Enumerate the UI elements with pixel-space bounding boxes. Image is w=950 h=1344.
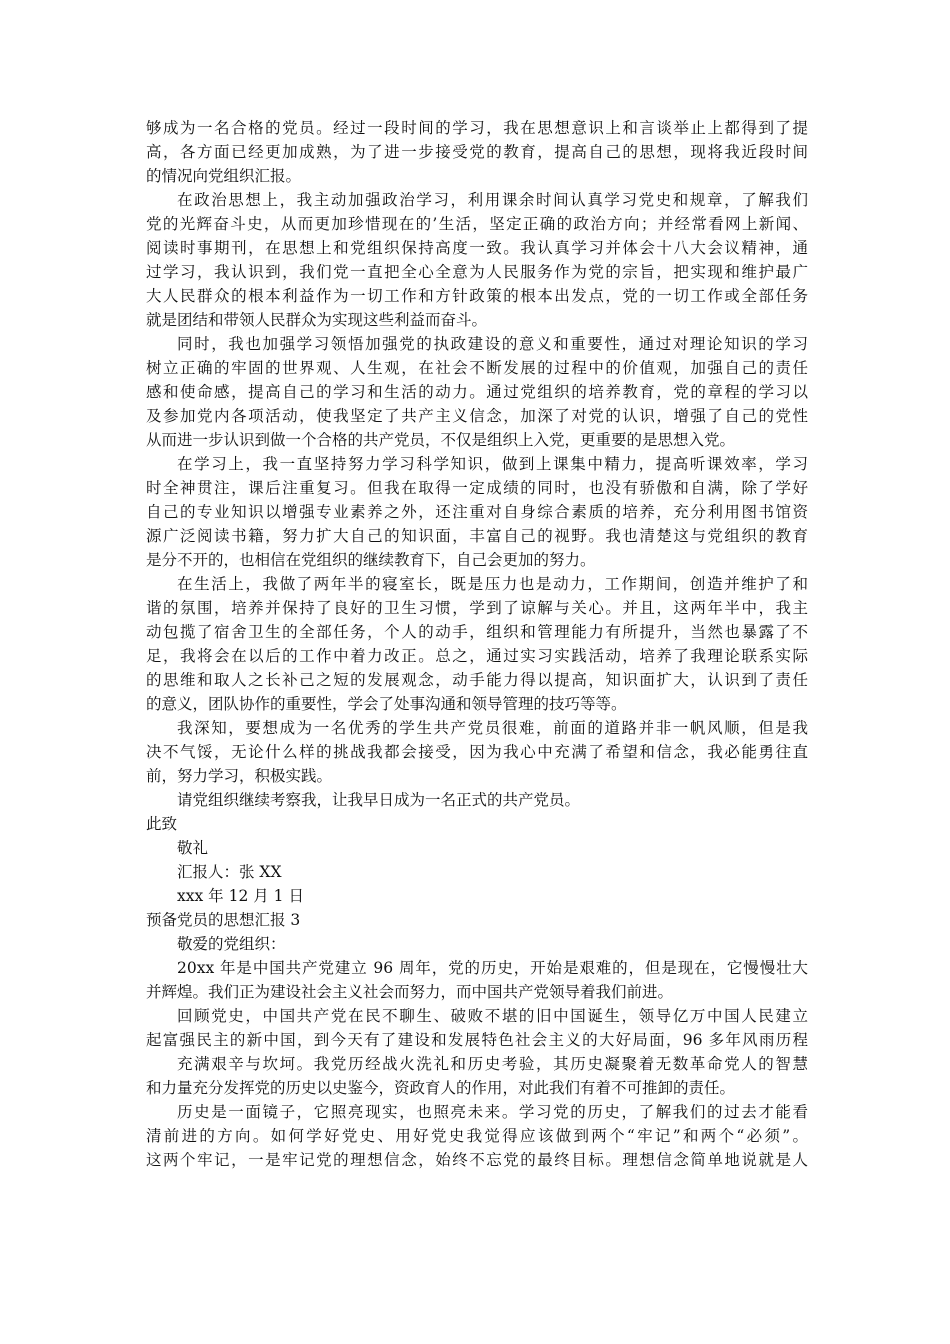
text-line: 足，我将会在以后的工作中着力改正。总之，通过实习实践活动，培养了我理论联系实际	[146, 647, 808, 665]
text-line: 汇报人：张 XX	[177, 863, 282, 881]
text-line: 树立正确的牢固的世界观、人生观，在社会不断发展的过程中的价值观，加强自己的责任	[146, 359, 808, 377]
text-line: 和力量充分发挥党的历史以史鉴今，资政育人的作用，对此我们有着不可推卸的责任。	[146, 1079, 736, 1097]
text-line: 就是团结和带领人民群众为实现这些利益而奋斗。	[146, 311, 488, 329]
text-line: 从而进一步认识到做一个合格的共产党员，不仅是组织上入党，更重要的是思想入党。	[146, 431, 736, 449]
text-line: 敬爱的党组织：	[177, 935, 286, 953]
text-line: 的情况向党组织汇报。	[146, 167, 302, 185]
text-line: 大人民群众的根本利益作为一切工作和方针政策的根本出发点，党的一切工作或全部任务	[146, 287, 808, 305]
text-line: 预备党员的思想汇报 3	[146, 911, 301, 929]
text-line: 在政治思想上，我主动加强政治学习，利用课余时间认真学习党史和规章，了解我们	[177, 191, 808, 209]
text-line: 阅读时事期刊，在思想上和党组织保持高度一致。我认真学习并体会十八大会议精神，通	[146, 239, 808, 257]
text-line: 前，努力学习，积极实践。	[146, 767, 333, 785]
text-line: 并辉煌。我们正为建设社会主义社会而努力，而中国共产党领导着我们前进。	[146, 983, 674, 1001]
text-line: 高，各方面已经更加成熟，为了进一步接受党的教育，提高自己的思想，现将我近段时间	[146, 143, 808, 161]
text-line: 历史是一面镜子，它照亮现实，也照亮未来。学习党的历史，了解我们的过去才能看	[177, 1103, 808, 1121]
text-line: 党的光辉奋斗史，从而更加珍惜现在的’生活，坚定正确的政治方向；并经常看网上新闻、	[146, 215, 808, 233]
text-line: 够成为一名合格的党员。经过一段时间的学习，我在思想意识上和言谈举止上都得到了提	[146, 119, 808, 137]
text-line: 这两个牢记，一是牢记党的理想信念，始终不忘党的最终目标。理想信念简单地说就是人	[146, 1151, 808, 1169]
text-line: 回顾党史，中国共产党在民不聊生、破败不堪的旧中国诞生，领导亿万中国人民建立	[177, 1007, 808, 1025]
text-line: 动包揽了宿舍卫生的全部任务，个人的动手，组织和管理能力有所提升，当然也暴露了不	[146, 623, 808, 641]
text-line: 是分不开的，也相信在党组织的继续教育下，自己会更加的努力。	[146, 551, 596, 569]
text-line: 过学习，我认识到，我们党一直把全心全意为人民服务作为党的宗旨，把实现和维护最广	[146, 263, 808, 281]
text-line: 请党组织继续考察我，让我早日成为一名正式的共产党员。	[177, 791, 581, 809]
text-line: 起富强民主的新中国，到今天有了建设和发展特色社会主义的大好局面，96 多年风雨历程	[146, 1031, 808, 1049]
text-line: 在学习上，我一直坚持努力学习科学知识，做到上课集中精力，提高听课效率，学习	[177, 455, 808, 473]
text-line: 的思维和取人之长补己之短的发展观念，动手能力得以提高，知识面扩大，认识到了责任	[146, 671, 808, 689]
text-line: 清前进的方向。如何学好党史、用好党史我觉得应该做到两个“牢记”和两个“必须”。	[146, 1127, 808, 1145]
text-line: 敬礼	[177, 839, 209, 857]
text-line: 及参加党内各项活动，使我坚定了共产主义信念，加深了对党的认识，增强了自己的党性	[146, 407, 808, 425]
text-line: 的意义，团队协作的重要性，学会了处事沟通和领导管理的技巧等等。	[146, 695, 627, 713]
text-line: 感和使命感，提高自己的学习和生活的动力。通过党组织的培养教育，党的章程的学习以	[146, 383, 808, 401]
text-line: 自己的专业知识以增强专业素养之外，还注重对自身综合素质的培养，充分利用图书馆资	[146, 503, 808, 521]
text-line: xxx 年 12 月 1 日	[177, 887, 304, 905]
text-line: 此致	[146, 815, 178, 833]
text-line: 我深知，要想成为一名优秀的学生共产党员很难，前面的道路并非一帆风顺，但是我	[177, 719, 808, 737]
text-line: 同时，我也加强学习领悟加强党的执政建设的意义和重要性，通过对理论知识的学习	[177, 335, 808, 353]
text-line: 谐的氛围，培养并保持了良好的卫生习惯，学到了谅解与关心。并且，这两年半中，我主	[146, 599, 808, 617]
text-line: 时全神贯注，课后注重复习。但我在取得一定成绩的同时，也没有骄傲和自满，除了学好	[146, 479, 808, 497]
text-line: 源广泛阅读书籍，努力扩大自己的知识面，丰富自己的视野。我也清楚这与党组织的教育	[146, 527, 808, 545]
text-line: 充满艰辛与坎坷。我党历经战火洗礼和历史考验，其历史凝聚着无数革命党人的智慧	[177, 1055, 808, 1073]
text-line: 决不气馁，无论什么样的挑战我都会接受，因为我心中充满了希望和信念，我必能勇往直	[146, 743, 808, 761]
document-page	[146, 116, 808, 1172]
text-line: 在生活上，我做了两年半的寝室长，既是压力也是动力，工作期间，创造并维护了和	[177, 575, 808, 593]
text-line: 20xx 年是中国共产党建立 96 周年，党的历史，开始是艰难的，但是现在，它慢慢壮大	[177, 959, 808, 977]
